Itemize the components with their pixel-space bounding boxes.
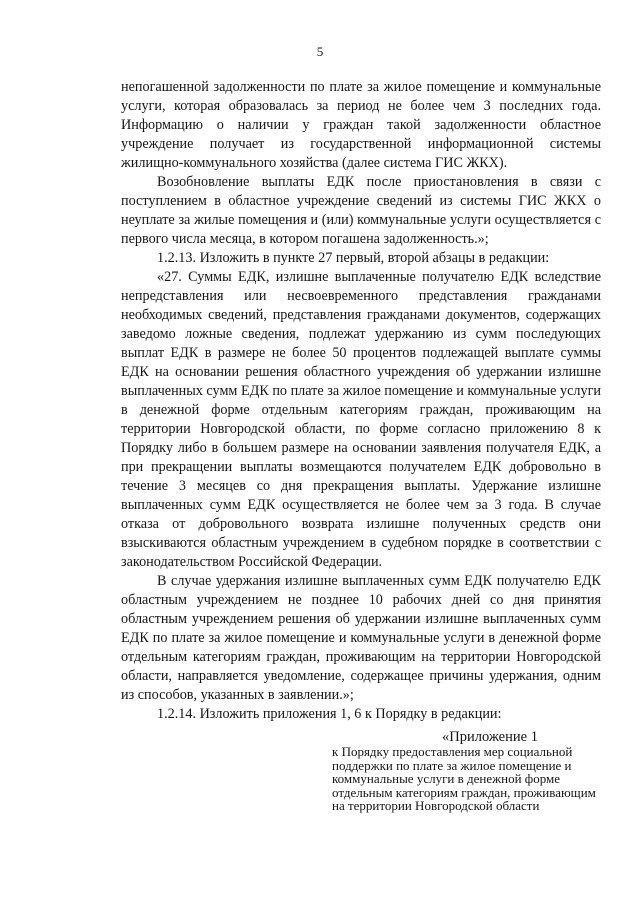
paragraph-item-27: «27. Суммы ЕДК, излишне выплаченные получателю ЕДК вследствие непредставления или несвоевременного представления гражданами необходимых сведений, представления гражданами документов, содержащих заведомо ложные сведения, подлежат удержанию из сумм последующих выплат ЕДК в размере не более 50 процентов подлежащей выплате суммы ЕДК на основании решения областного учреждения об удержании излишне выплаченных сумм ЕДК по плате за жилое помещение и коммунальные услуги в денежной форме отдельным категориям граждан, проживающим на территории Новгородской области, по форме согласно приложению 8 к Порядку либо в большем размере на основании заявления получателя ЕДК, а при прекращении выплаты возмещаются получателем ЕДК добровольно в течение 3 месяцев со дня прекращения выплаты. Удержание излишне выплаченных сумм ЕДК осуществляется не более чем за 3 года. В случае отказа от добровольного возврата излишне полученных средств они взыскиваются областным учреждением в судебном порядке в соответствии с законодательством Российской Федерации. — [121, 269, 601, 570]
paragraph-debt-continuation: непогашенной задолженности по плате за жилое помещение и коммунальные услуги, которая образовалась за период не более чем 3 последних года. Информацию о наличии у граждан такой задолженности областное учреждение получает из государственной информационной системы жилищно-коммунального хозяйства (далее система ГИС ЖКХ). — [121, 79, 601, 171]
paragraph-1-2-13: 1.2.13. Изложить в пункте 27 первый, второй абзацы в редакции: — [157, 250, 550, 266]
appendix-caption: к Порядку предоставления мер социальной поддержки по плате за жилое помещение и коммунальные услуги в денежной форме отдельным категориям граждан, проживающим на территории Новгородской области — [332, 744, 596, 813]
paragraph-withholding-notice: В случае удержания излишне выплаченных сумм ЕДК получателю ЕДК областным учреждением не позднее 10 рабочих дней со дня принятия областным учреждением решения об удержании излишне выплаченных сумм ЕДК по плате за жилое помещение и коммунальные услуги в денежной форме отдельным категориям граждан, проживающим на территории Новгородской области, направляется уведомление, содержащее причины удержания, одним из способов, указанных в заявлении.»; — [121, 573, 601, 703]
document-body — [121, 78, 601, 724]
paragraph-1-2-14: 1.2.14. Изложить приложения 1, 6 к Порядку в редакции: — [157, 706, 502, 722]
appendix-title: «Приложение 1 — [442, 729, 538, 745]
paragraph-resumption: Возобновление выплаты ЕДК после приостановления в связи с поступлением в областное учреждение сведений из системы ГИС ЖКХ о неуплате за жилые помещения и (или) коммунальные услуги осуществляется с первого числа месяца, в котором погашена задолженность.»; — [121, 174, 601, 247]
page-number: 5 — [316, 44, 324, 59]
